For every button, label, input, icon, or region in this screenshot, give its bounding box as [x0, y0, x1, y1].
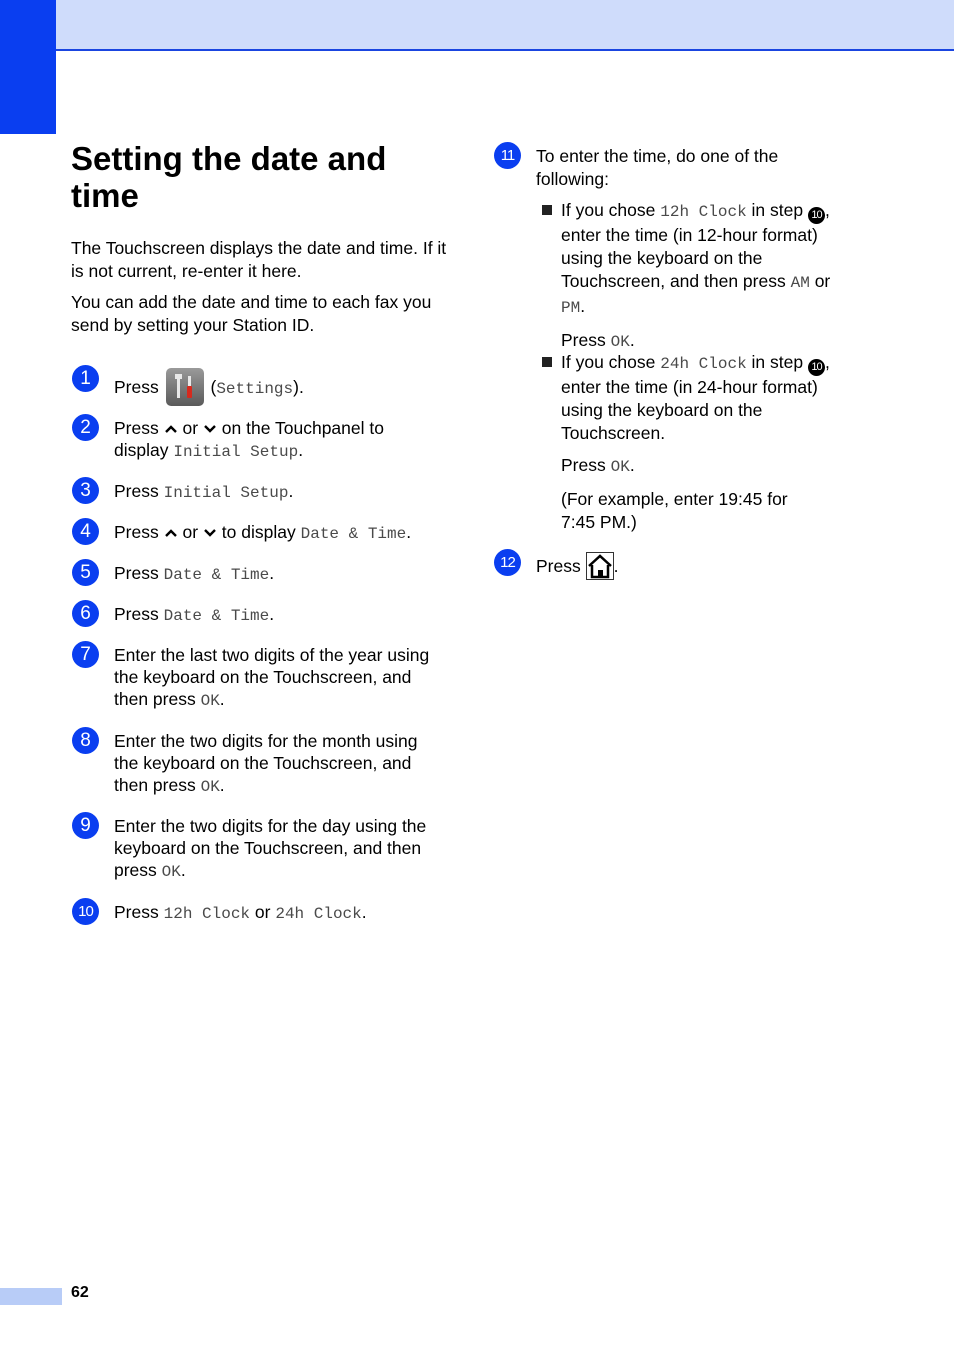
step-number: 9 — [72, 812, 99, 839]
step-number: 8 — [72, 727, 99, 754]
chevron-down-icon — [203, 418, 217, 430]
step-text: Press Initial Setup. — [114, 481, 294, 502]
bullet-square — [542, 205, 552, 215]
step-number: 3 — [72, 477, 99, 504]
step-reference-icon: 10 — [808, 207, 825, 224]
step-text: Press 12h Clock or 24h Clock. — [114, 902, 367, 923]
header-band — [0, 0, 954, 51]
step-number: 7 — [72, 641, 99, 668]
footer-band — [0, 1288, 62, 1305]
step-text: Enter the last two digits of the year using the keyboard on the Touchscreen, and then press OK. — [114, 645, 430, 710]
intro-paragraph-2: You can add the date and time to each fax you send by setting your Station ID. — [71, 292, 432, 335]
step-number: 10 — [72, 898, 99, 925]
settings-icon — [166, 368, 204, 406]
step-text: Press Date & Time. — [114, 563, 275, 584]
step-reference-icon: 10 — [808, 359, 825, 376]
step-text: Press or on the Touchpanel to display Initial Setup. — [114, 418, 384, 461]
step-number: 5 — [72, 559, 99, 586]
bullet-text: If you chose 24h Clock in step 10 , enter the time (in 24-hour format) using the keyboard on the Touchscreen. Press OK. (For example, enter 19:45 for 7:45 PM.) — [561, 352, 830, 532]
home-icon — [586, 552, 614, 580]
step-text: Press or to display Date & Time. — [114, 522, 412, 543]
step-text: Press Date & Time. — [114, 604, 275, 625]
step-text: To enter the time, do one of the following: — [536, 146, 779, 189]
chevron-up-icon — [164, 418, 178, 430]
step-number: 12 — [494, 549, 521, 576]
step-text: Press (Settings). — [114, 368, 304, 406]
page-title: Setting the date and time — [71, 140, 387, 214]
bullet-text: If you chose 12h Clock in step 10 , enter the time (in 12-hour format) using the keyboard on the Touchscreen, and then press AM or PM. Press OK. — [561, 200, 831, 351]
chevron-up-icon — [164, 522, 178, 534]
step-number: 11 — [494, 142, 521, 169]
step-number: 1 — [72, 365, 99, 392]
step-text: Enter the two digits for the day using the keyboard on the Touchscreen, and then press OK. — [114, 816, 427, 881]
page-number: 62 — [71, 1284, 89, 1301]
intro-paragraph-1: The Touchscreen displays the date and time. If it is not current, re-enter it here. — [71, 238, 447, 281]
chapter-tab — [0, 0, 56, 134]
step-number: 4 — [72, 518, 99, 545]
step-text: Press . — [536, 552, 618, 580]
step-number: 2 — [72, 414, 99, 441]
chevron-down-icon — [203, 522, 217, 534]
bullet-square — [542, 357, 552, 367]
step-text: Enter the two digits for the month using the keyboard on the Touchscreen, and then press OK. — [114, 731, 418, 796]
step-number: 6 — [72, 600, 99, 627]
